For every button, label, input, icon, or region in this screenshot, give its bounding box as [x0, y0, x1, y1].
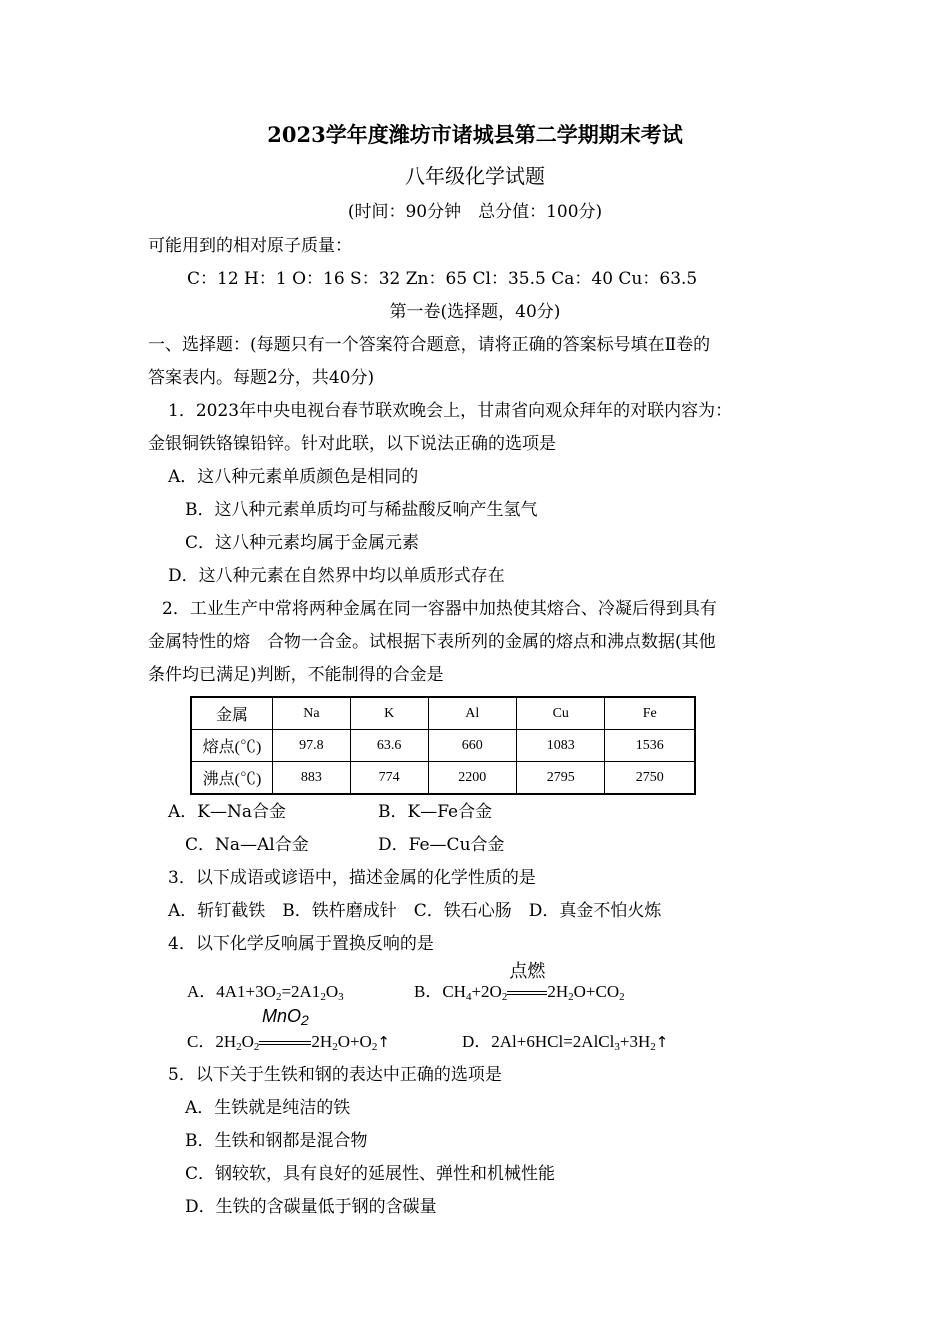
q5-option-c: C．钢较软，具有良好的延展性、弹性和机械性能: [185, 1164, 556, 1184]
reaction-condition: [259, 1006, 311, 1053]
table-cell: 63.6: [350, 730, 428, 762]
q4-option-c-label: C．: [187, 1032, 216, 1051]
table-header-row: [191, 697, 695, 730]
q4-option-b: [414, 961, 625, 1003]
q2-stem-line1: 2．工业生产中常将两种金属在同一容器中加热使其熔合、冷凝后得到具有: [162, 599, 717, 619]
q5-option-b: B．生铁和钢都是混合物: [185, 1131, 368, 1151]
q4-stem: 4．以下化学反响属于置换反响的是: [168, 934, 434, 954]
q1-option-b: B．这八种元素单质均可与稀盐酸反响产生氢气: [185, 500, 538, 520]
table-header-cell: Na: [273, 697, 351, 730]
q1-option-a: A．这八种元素单质颜色是相同的: [168, 467, 419, 487]
catalyst-label: MnO$_2$: [262, 1006, 309, 1028]
part1-instructions-line1: 一、选择题：(每题只有一个答案符合题意，请将正确的答案标号填在Ⅱ卷的: [148, 335, 711, 355]
part1-instructions-line2: 答案表内。每题2分，共40分): [148, 368, 375, 388]
q4-option-d-equation: $2Al+6HCl=2AlCl_3+3H_2↑$: [491, 1032, 669, 1053]
table-header-cell: Al: [428, 697, 516, 730]
table-cell: 2200: [428, 762, 516, 795]
q4-option-a-label: A．: [187, 982, 217, 1001]
table-cell: 2795: [517, 762, 605, 795]
q2-option-a: A．K—Na合金: [168, 802, 286, 822]
q2-option-d: D．Fe—Cu合金: [378, 835, 505, 855]
table-header-cell: 金属: [191, 697, 273, 730]
q3-options: A．斩钉截铁 B．铁杵磨成针 C．铁石心肠 D．真金不怕火炼: [168, 901, 662, 921]
q4-option-b-equation: $CH_4+2O_2$ 点燃 $2H_2O+CO_2$: [442, 961, 625, 1003]
table-row: [191, 762, 695, 795]
q4-option-c-equation: $2H_2O_2$ MnO$_2$ $2H_2O+O_2↑$: [215, 1006, 390, 1053]
q4-option-d-label: D．: [462, 1032, 492, 1051]
gas-arrow-icon: ↑: [655, 1033, 669, 1051]
q5-option-a: A．生铁就是纯洁的铁: [185, 1098, 351, 1118]
table-cell: 2750: [605, 762, 695, 795]
q4-option-c: [187, 1006, 390, 1053]
q4-option-a-equation: $4A1+3O_2=2A1_2O_3$: [216, 982, 344, 1003]
gas-arrow-icon: ↑: [377, 1033, 390, 1051]
table-cell: 883: [273, 762, 351, 795]
table-cell: 97.8: [273, 730, 351, 762]
exam-subtitle: 八年级化学试题: [405, 164, 545, 188]
table-cell: 660: [428, 730, 516, 762]
q2-option-c: C．Na—Al合金: [185, 835, 309, 855]
exam-time-info: (时间：90分钟 总分值：100分): [347, 202, 603, 222]
q5-stem: 5．以下关于生铁和钢的表达中正确的选项是: [168, 1065, 502, 1085]
table-cell: 774: [350, 762, 428, 795]
part1-title: 第一卷(选择题，40分): [389, 302, 561, 322]
q5-option-d: D．生铁的含碳量低于钢的含碳量: [185, 1197, 437, 1217]
q2-option-b: B．K—Fe合金: [378, 802, 493, 822]
q3-stem: 3．以下成语或谚语中，描述金属的化学性质的是: [168, 868, 536, 888]
reaction-condition: [507, 961, 547, 1003]
table-row: [191, 730, 695, 762]
q4-option-b-label: B．: [414, 982, 443, 1001]
exam-title: 2023学年度潍坊市诸城县第二学期期末考试: [267, 122, 683, 147]
table-cell: 1536: [605, 730, 695, 762]
table-header-cell: K: [350, 697, 428, 730]
q1-option-d: D．这八种元素在自然界中均以单质形式存在: [168, 566, 505, 586]
q2-stem-line3: 条件均已满足)判断，不能制得的合金是: [148, 665, 444, 685]
table-cell: 熔点(℃): [191, 730, 273, 762]
q1-stem-line1: 1．2023年中央电视台春节联欢晚会上，甘肃省向观众拜年的对联内容为：: [168, 401, 733, 421]
table-header-cell: Cu: [517, 697, 605, 730]
table-header-cell: Fe: [605, 697, 695, 730]
q4-option-a: [187, 981, 344, 1003]
q1-option-c: C．这八种元素均属于金属元素: [185, 533, 420, 553]
metal-properties-table: [190, 696, 696, 795]
q1-stem-line2: 金银铜铁铬镍铅锌。针对此联，以下说法正确的选项是: [148, 434, 556, 454]
q4-option-d: [462, 1031, 668, 1053]
table-cell: 沸点(℃): [191, 762, 273, 795]
condition-ignite-label: 点燃: [509, 961, 546, 981]
table-cell: 1083: [517, 730, 605, 762]
atomic-mass-values: C：12 H：1 O：16 S：32 Zn：65 Cl：35.5 Ca：40 Cu：63.5: [187, 269, 698, 289]
q2-stem-line2: 金属特性的熔 合物一合金。试根据下表所列的金属的熔点和沸点数据(其他: [148, 632, 716, 652]
atomic-mass-label: 可能用到的相对原子质量：: [148, 236, 352, 256]
